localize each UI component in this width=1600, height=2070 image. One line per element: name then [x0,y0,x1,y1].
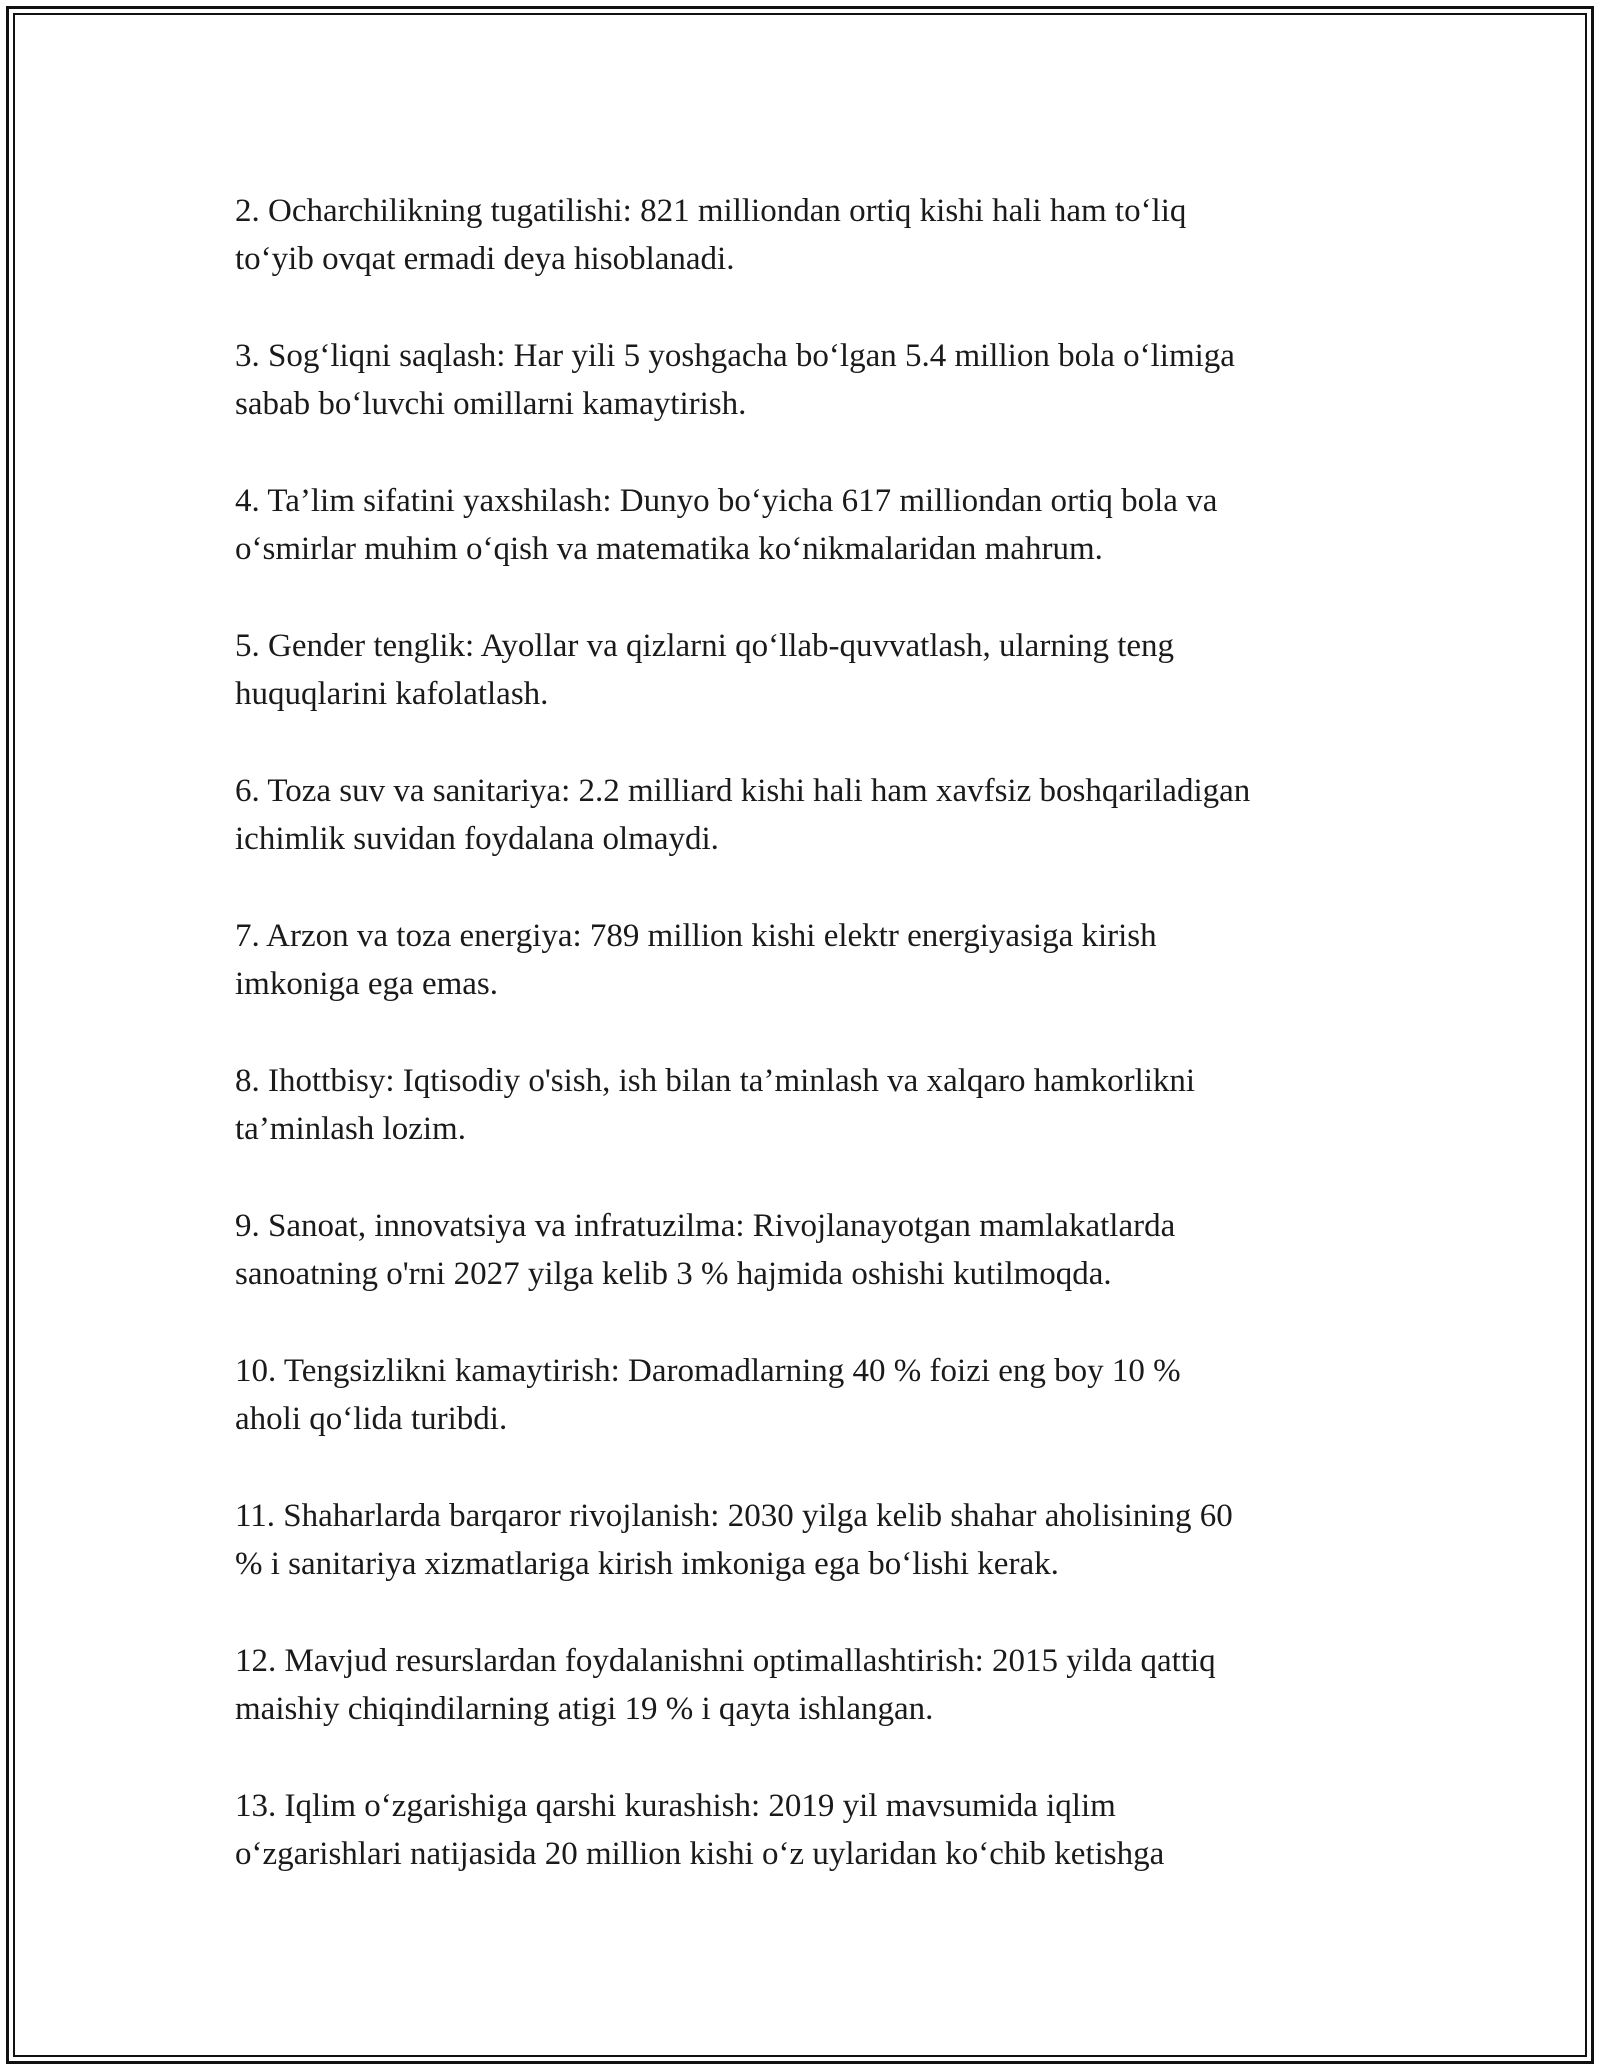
text-line: 6. Toza suv va sanitariya: 2.2 milliard kishi hali ham xavfsiz boshqariladigan [235,773,1251,809]
text-line: 2. Ocharchilikning tugatilishi: 821 milliondan ortiq kishi hali ham to‘liq [235,193,1187,229]
text-line: maishiy chiqindilarning atigi 19 % i qayta ishlangan. [235,1691,934,1727]
text-line: to‘yib ovqat ermadi deya hisoblanadi. [235,241,735,277]
list-item [235,477,1405,573]
text-line: aholi qo‘lida turibdi. [235,1401,508,1437]
text-line: 9. Sanoat, innovatsiya va infratuzilma: Rivojlanayotgan mamlakatlarda [235,1208,1176,1244]
list-item [235,332,1405,428]
text-line: 4. Ta’lim sifatini yaxshilash: Dunyo bo‘yicha 617 milliondan ortiq bola va [235,483,1218,519]
list-item [235,912,1405,1008]
text-line: sanoatning o'rni 2027 yilga kelib 3 % hajmida oshishi kutilmoqda. [235,1256,1112,1292]
list-item [235,1637,1405,1733]
list-item [235,1492,1405,1588]
text-line: % i sanitariya xizmatlariga kirish imkoniga ega bo‘lishi kerak. [235,1546,1059,1582]
text-line: imkoniga ega emas. [235,966,499,1002]
list-item [235,1347,1405,1443]
list-item [235,1202,1405,1298]
list-item [235,622,1405,718]
text-line: o‘zgarishlari natijasida 20 million kishi o‘z uylaridan ko‘chib ketishga [235,1836,1165,1872]
list-item [235,187,1405,283]
text-line: 12. Mavjud resurslardan foydalanishni optimallashtirish: 2015 yilda qattiq [235,1643,1216,1679]
text-line: 7. Arzon va toza energiya: 789 million kishi elektr energiyasiga kirish [235,918,1157,954]
text-line: 5. Gender tenglik: Ayollar va qizlarni qo‘llab-quvvatlash, ularning teng [235,628,1175,664]
text-line: ta’minlash lozim. [235,1111,466,1147]
text-line: ichimlik suvidan foydalana olmaydi. [235,821,719,857]
list-item [235,1782,1405,1878]
list-item [235,767,1405,863]
document-body [235,187,1405,1927]
text-line: 13. Iqlim o‘zgarishiga qarshi kurashish: 2019 yil mavsumida iqlim [235,1788,1116,1824]
text-line: 10. Tengsizlikni kamaytirish: Daromadlarning 40 % foizi eng boy 10 % [235,1353,1181,1389]
list-item [235,1057,1405,1153]
text-line: o‘smirlar muhim o‘qish va matematika ko‘nikmalaridan mahrum. [235,531,1103,567]
text-line: 11. Shaharlarda barqaror rivojlanish: 2030 yilga kelib shahar aholisining 60 [235,1498,1233,1534]
text-line: huquqlarini kafolatlash. [235,676,549,712]
text-line: sabab bo‘luvchi omillarni kamaytirish. [235,386,747,422]
text-line: 8. Ihottbisy: Iqtisodiy o'sish, ish bilan ta’minlash va xalqaro hamkorlikni [235,1063,1196,1099]
text-line: 3. Sog‘liqni saqlash: Har yili 5 yoshgacha bo‘lgan 5.4 million bola o‘limiga [235,338,1235,374]
